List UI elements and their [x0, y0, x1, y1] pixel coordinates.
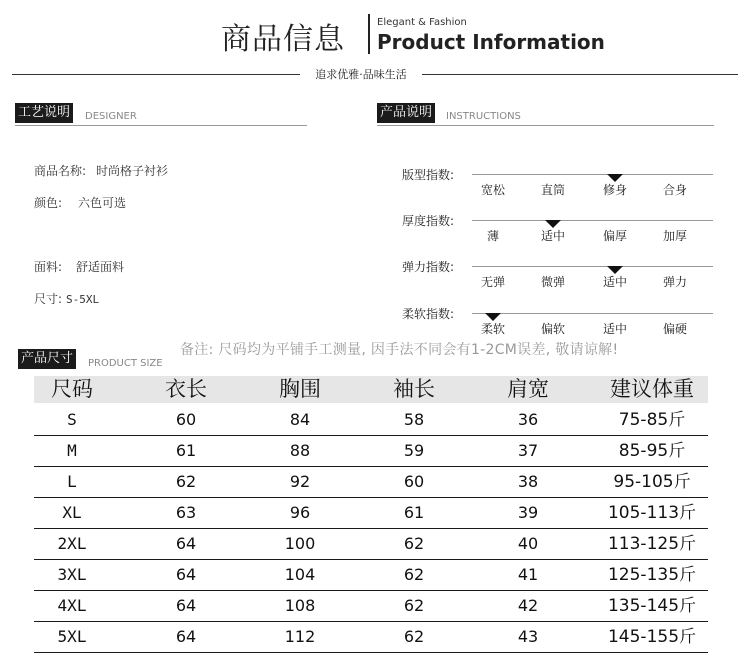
index-option: 适中	[540, 229, 565, 243]
table-cell-size: L	[67, 472, 77, 491]
table-cell-size: 4XL	[57, 596, 87, 615]
index-option: 加厚	[662, 229, 687, 243]
table-cell: 62	[403, 565, 425, 584]
index-track	[472, 174, 713, 175]
table-header-cell: 胸围	[279, 377, 321, 401]
table-cell-size: S	[67, 410, 77, 429]
index-option: 弹力	[662, 275, 687, 289]
table-cell: 145-155斤	[607, 627, 697, 647]
section-label-instructions-en: INSTRUCTIONS	[446, 111, 521, 122]
table-header-cell: 袖长	[393, 377, 435, 401]
index-option: 偏软	[540, 322, 565, 336]
table-cell: 64	[175, 534, 197, 553]
table-cell: 100	[284, 534, 316, 553]
info-label: 面料:	[34, 260, 63, 274]
table-cell: 62	[403, 534, 425, 553]
table-cell: 135-145斤	[607, 596, 697, 616]
info-row-name	[34, 162, 168, 179]
index-option: 适中	[602, 322, 627, 336]
measurement-note: 备注: 尺码均为平铺手工测量, 因手法不同会有1-2CM误差, 敬请谅解!	[180, 342, 619, 358]
index-selected-marker	[607, 266, 623, 274]
table-cell: 60	[175, 410, 197, 429]
index-label: 弹力指数:	[402, 260, 455, 274]
index-option: 无弹	[480, 275, 505, 289]
table-cell: 88	[289, 441, 311, 460]
table-cell: 84	[289, 410, 311, 429]
table-cell-size: XL	[62, 503, 82, 522]
table-cell: 40	[517, 534, 539, 553]
table-cell: 60	[403, 472, 425, 491]
info-value: 舒适面料	[76, 260, 125, 274]
table-cell: 61	[403, 503, 425, 522]
section-label-size-en: PRODUCT SIZE	[88, 358, 163, 369]
section-label-designer-en: DESIGNER	[85, 111, 137, 122]
table-header-cell: 衣长	[165, 377, 207, 401]
info-label: 商品名称:	[34, 164, 87, 178]
table-header-cell: 建议体重	[610, 377, 694, 401]
table-cell: 43	[517, 627, 539, 646]
table-cell: 104	[284, 565, 316, 584]
table-cell: 39	[517, 503, 539, 522]
info-value: 六色可选	[78, 196, 127, 210]
index-selected-marker	[485, 313, 501, 321]
table-header-cell: 肩宽	[507, 377, 549, 401]
table-cell-size: 3XL	[57, 565, 87, 584]
table-cell: 41	[517, 565, 539, 584]
index-option: 微弹	[540, 275, 565, 289]
table-cell: 92	[289, 472, 311, 491]
info-row-size	[34, 290, 99, 307]
divider-line-right	[422, 74, 738, 75]
index-track	[472, 313, 713, 314]
page-title-en: Product Information	[377, 30, 605, 54]
table-cell: 113-125斤	[607, 534, 697, 554]
table-cell-size: M	[67, 441, 77, 460]
index-option: 偏厚	[602, 229, 627, 243]
page-title: 商品信息	[221, 22, 345, 57]
table-cell: 108	[284, 596, 316, 615]
index-option: 宽松	[480, 183, 505, 197]
title-tagline: Elegant & Fashion	[377, 17, 467, 28]
index-option: 修身	[602, 183, 627, 197]
info-row-fabric	[34, 258, 124, 275]
index-label: 柔软指数:	[402, 307, 455, 321]
section-underline	[377, 125, 714, 126]
index-option: 偏硬	[662, 322, 687, 336]
table-cell: 36	[517, 410, 539, 429]
info-row-color	[34, 194, 126, 211]
table-cell: 95-105斤	[613, 472, 691, 492]
section-label-instructions: 产品说明	[377, 103, 435, 123]
info-value: 时尚格子衬衫	[96, 164, 169, 178]
table-cell: 64	[175, 627, 197, 646]
table-cell: 62	[403, 627, 425, 646]
table-cell: 112	[284, 627, 316, 646]
info-value: S-5XL	[66, 293, 100, 306]
index-selected-marker	[545, 220, 561, 228]
table-cell-size: 5XL	[57, 627, 87, 646]
index-track	[472, 220, 713, 221]
table-cell: 64	[175, 565, 197, 584]
index-label: 版型指数:	[402, 168, 455, 182]
table-cell: 58	[403, 410, 425, 429]
table-cell: 105-113斤	[607, 503, 697, 523]
index-option: 适中	[602, 275, 627, 289]
table-cell: 37	[517, 441, 539, 460]
table-cell: 61	[175, 441, 197, 460]
index-option: 合身	[662, 183, 687, 197]
table-cell: 42	[517, 596, 539, 615]
table-cell: 64	[175, 596, 197, 615]
index-track	[472, 266, 713, 267]
table-cell: 63	[175, 503, 197, 522]
index-selected-marker	[607, 174, 623, 182]
table-cell: 62	[175, 472, 197, 491]
index-label: 厚度指数:	[402, 214, 455, 228]
table-cell: 85-95斤	[618, 441, 686, 461]
table-row-divider	[34, 652, 708, 653]
section-underline	[15, 125, 307, 126]
table-cell: 125-135斤	[607, 565, 697, 585]
table-cell: 75-85斤	[618, 410, 686, 430]
table-header-cell: 尺码	[51, 377, 93, 401]
table-cell: 38	[517, 472, 539, 491]
index-option: 直筒	[540, 183, 565, 197]
table-cell: 59	[403, 441, 425, 460]
title-divider-bar	[368, 14, 370, 54]
table-cell: 96	[289, 503, 311, 522]
index-option: 薄	[486, 229, 499, 243]
index-option: 柔软	[480, 322, 505, 336]
divider-slogan: 追求优雅·品味生活	[300, 66, 422, 82]
table-cell: 62	[403, 596, 425, 615]
table-cell-size: 2XL	[57, 534, 87, 553]
info-label: 颜色:	[34, 196, 63, 210]
section-label-size: 产品尺寸	[18, 349, 76, 369]
info-label: 尺寸:	[34, 292, 63, 306]
section-label-designer: 工艺说明	[15, 103, 73, 123]
divider-line-left	[12, 74, 300, 75]
